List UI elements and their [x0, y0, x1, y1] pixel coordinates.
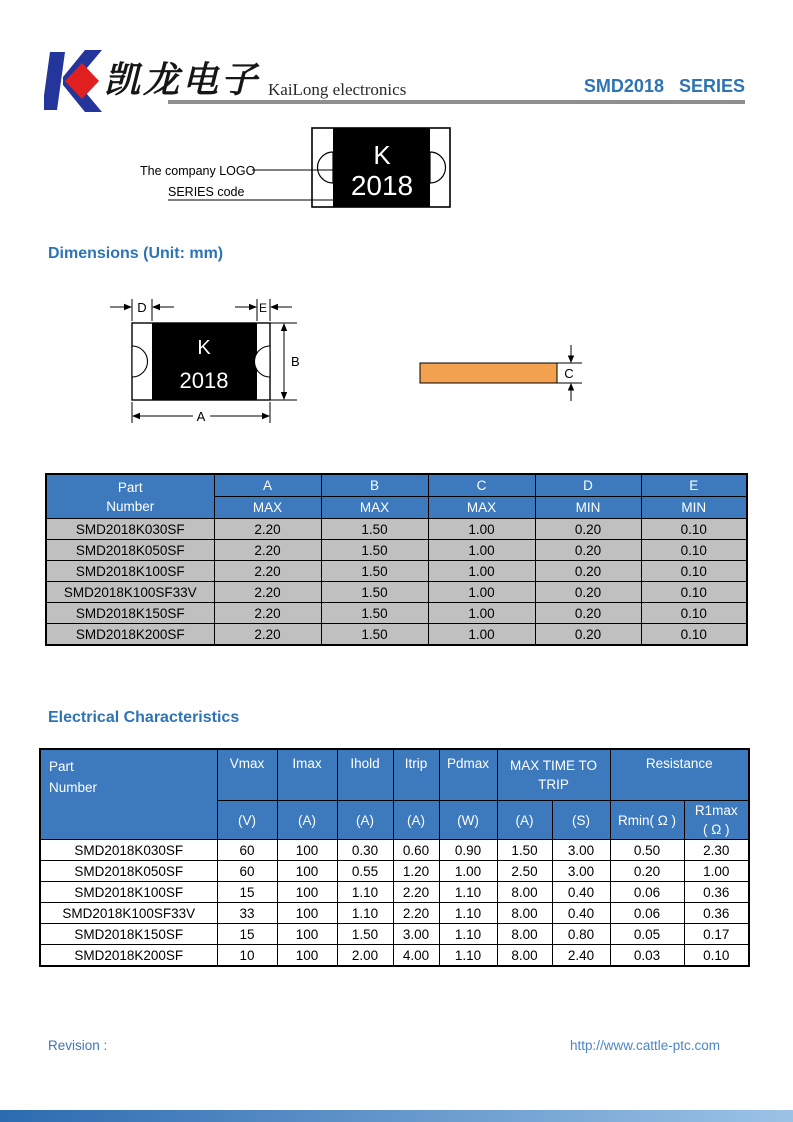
- table-row: [46, 540, 747, 561]
- dim-header-row-1: [46, 474, 747, 497]
- dim-col-b: B: [321, 474, 428, 497]
- table-row: [46, 624, 747, 646]
- value-cell: 2.20: [214, 519, 321, 540]
- value-cell: 1.50: [321, 582, 428, 603]
- value-cell: 1.10: [337, 882, 393, 903]
- elec-part-number-header: [40, 749, 217, 840]
- value-cell: 2.20: [393, 882, 439, 903]
- value-cell: 1.00: [428, 561, 535, 582]
- value-cell: 2.20: [214, 561, 321, 582]
- value-cell: 60: [217, 861, 277, 882]
- value-cell: 10: [217, 945, 277, 967]
- r1max-line2: ( Ω ): [702, 822, 730, 837]
- value-cell: 1.10: [337, 903, 393, 924]
- value-cell: 100: [277, 945, 337, 967]
- dim-limit-a: MAX: [214, 497, 321, 519]
- elec-col-imax: Imax: [277, 749, 337, 801]
- value-cell: 0.80: [552, 924, 610, 945]
- dim-col-c: C: [428, 474, 535, 497]
- unit-a1: (A): [277, 801, 337, 840]
- value-cell: 1.50: [321, 540, 428, 561]
- value-cell: 0.10: [641, 561, 747, 582]
- dim-part-number-header: [46, 474, 214, 519]
- value-cell: 0.40: [552, 882, 610, 903]
- dim-label-d: D: [137, 300, 147, 315]
- part-number-cell: SMD2018K150SF: [46, 603, 214, 624]
- value-cell: 60: [217, 840, 277, 861]
- value-cell: 100: [277, 924, 337, 945]
- part-number-cell: SMD2018K050SF: [40, 861, 217, 882]
- dim-label-a: A: [196, 409, 206, 424]
- value-cell: 1.50: [497, 840, 552, 861]
- value-cell: 1.00: [428, 624, 535, 646]
- value-cell: 0.90: [439, 840, 497, 861]
- value-cell: 1.50: [321, 561, 428, 582]
- electrical-heading: Electrical Characteristics: [48, 709, 240, 726]
- value-cell: 3.00: [552, 861, 610, 882]
- dimensions-table: [45, 473, 748, 646]
- dim-col-a: A: [214, 474, 321, 497]
- value-cell: 0.36: [684, 903, 749, 924]
- table-row: [46, 519, 747, 540]
- value-cell: 0.60: [393, 840, 439, 861]
- series-title: SMD2018 SERIES: [583, 76, 745, 96]
- value-cell: 0.06: [610, 882, 684, 903]
- value-cell: 0.55: [337, 861, 393, 882]
- unit-r1max: [684, 801, 749, 840]
- part-number-cell: SMD2018K200SF: [46, 624, 214, 646]
- dim-part-line2: Number: [106, 498, 155, 514]
- value-cell: 8.00: [497, 903, 552, 924]
- electrical-table: [39, 748, 750, 967]
- elec-part-line1: Part: [49, 759, 74, 774]
- dim-col-d: D: [535, 474, 641, 497]
- value-cell: 1.00: [684, 861, 749, 882]
- value-cell: 0.05: [610, 924, 684, 945]
- value-cell: 100: [277, 840, 337, 861]
- marking-line1: K: [373, 140, 391, 170]
- value-cell: 100: [277, 861, 337, 882]
- value-cell: 2.20: [214, 603, 321, 624]
- revision-label: Revision :: [48, 1038, 108, 1053]
- unit-a4: (A): [497, 801, 552, 840]
- value-cell: 1.50: [337, 924, 393, 945]
- value-cell: 0.10: [641, 519, 747, 540]
- value-cell: 0.20: [610, 861, 684, 882]
- footer-bar: [0, 1110, 793, 1122]
- dim-label-b: B: [291, 354, 300, 369]
- elec-part-line2: Number: [49, 780, 98, 795]
- value-cell: 1.00: [428, 540, 535, 561]
- unit-a2: (A): [337, 801, 393, 840]
- side-view-body: [420, 363, 557, 383]
- part-number-cell: SMD2018K030SF: [46, 519, 214, 540]
- value-cell: 4.00: [393, 945, 439, 967]
- header-divider: [168, 100, 745, 104]
- component-figure: [130, 116, 470, 216]
- part-number-cell: SMD2018K100SF: [40, 882, 217, 903]
- value-cell: 100: [277, 903, 337, 924]
- value-cell: 0.50: [610, 840, 684, 861]
- elec-col-max-time-to-trip: [497, 749, 610, 801]
- value-cell: 1.00: [428, 603, 535, 624]
- maxtime-line1: MAX TIME TO: [509, 758, 598, 773]
- elec-col-vmax: Vmax: [217, 749, 277, 801]
- value-cell: 2.20: [214, 582, 321, 603]
- value-cell: 0.20: [535, 561, 641, 582]
- part-number-cell: SMD2018K200SF: [40, 945, 217, 967]
- unit-s: (S): [552, 801, 610, 840]
- elec-col-ihold: Ihold: [337, 749, 393, 801]
- marking-line2: 2018: [350, 170, 414, 201]
- dim-part-line1: Part: [117, 479, 143, 495]
- table-row: [46, 603, 747, 624]
- r1max-line1: R1max: [694, 803, 738, 818]
- company-name-english: KaiLong electronics: [268, 80, 407, 99]
- dim-limit-e: MIN: [641, 497, 747, 519]
- dim-limit-b: MAX: [321, 497, 428, 519]
- value-cell: 8.00: [497, 882, 552, 903]
- dimension-diagram: [100, 292, 600, 432]
- elec-col-pdmax: Pdmax: [439, 749, 497, 801]
- value-cell: 2.20: [393, 903, 439, 924]
- value-cell: 2.20: [214, 540, 321, 561]
- dimensions-heading: Dimensions (Unit: mm): [48, 245, 224, 262]
- value-cell: 0.30: [337, 840, 393, 861]
- dim-limit-d: MIN: [535, 497, 641, 519]
- elec-header-row-1: [40, 749, 749, 801]
- value-cell: 1.20: [393, 861, 439, 882]
- value-cell: 2.20: [214, 624, 321, 646]
- value-cell: 100: [277, 882, 337, 903]
- value-cell: 33: [217, 903, 277, 924]
- company-logo-icon: [44, 50, 104, 112]
- value-cell: 1.00: [428, 582, 535, 603]
- part-number-cell: SMD2018K030SF: [40, 840, 217, 861]
- annotation-company-logo: The company LOGO: [140, 164, 256, 178]
- annotation-series-code: SERIES code: [168, 185, 245, 199]
- value-cell: 2.40: [552, 945, 610, 967]
- part-number-cell: SMD2018K150SF: [40, 924, 217, 945]
- value-cell: 0.20: [535, 519, 641, 540]
- unit-v: (V): [217, 801, 277, 840]
- value-cell: 1.50: [321, 519, 428, 540]
- value-cell: 0.36: [684, 882, 749, 903]
- value-cell: 15: [217, 882, 277, 903]
- value-cell: 1.00: [439, 861, 497, 882]
- unit-a3: (A): [393, 801, 439, 840]
- value-cell: 1.50: [321, 603, 428, 624]
- unit-w: (W): [439, 801, 497, 840]
- part-number-cell: SMD2018K100SF33V: [40, 903, 217, 924]
- value-cell: 0.17: [684, 924, 749, 945]
- value-cell: 0.06: [610, 903, 684, 924]
- value-cell: 1.10: [439, 903, 497, 924]
- value-cell: 0.10: [641, 582, 747, 603]
- front-marking-line1: K: [197, 337, 211, 359]
- table-row: [40, 861, 749, 882]
- elec-col-resistance: Resistance: [610, 749, 749, 801]
- value-cell: 2.50: [497, 861, 552, 882]
- value-cell: 0.03: [610, 945, 684, 967]
- value-cell: 3.00: [393, 924, 439, 945]
- part-number-cell: SMD2018K050SF: [46, 540, 214, 561]
- table-row: [46, 561, 747, 582]
- value-cell: 8.00: [497, 924, 552, 945]
- table-row: [46, 582, 747, 603]
- maxtime-line2: TRIP: [538, 777, 569, 792]
- value-cell: 1.10: [439, 882, 497, 903]
- value-cell: 1.50: [321, 624, 428, 646]
- value-cell: 0.20: [535, 603, 641, 624]
- value-cell: 1.10: [439, 924, 497, 945]
- part-number-cell: SMD2018K100SF33V: [46, 582, 214, 603]
- table-row: [40, 840, 749, 861]
- value-cell: 0.10: [641, 603, 747, 624]
- elec-col-itrip: Itrip: [393, 749, 439, 801]
- value-cell: 3.00: [552, 840, 610, 861]
- value-cell: 15: [217, 924, 277, 945]
- dim-label-e: E: [258, 301, 268, 315]
- value-cell: 0.10: [684, 945, 749, 967]
- value-cell: 2.00: [337, 945, 393, 967]
- value-cell: 0.20: [535, 540, 641, 561]
- part-number-cell: SMD2018K100SF: [46, 561, 214, 582]
- value-cell: 0.10: [641, 540, 747, 561]
- value-cell: 0.20: [535, 624, 641, 646]
- company-name-chinese: 凯龙电子: [104, 60, 261, 100]
- table-row: [40, 903, 749, 924]
- value-cell: 8.00: [497, 945, 552, 967]
- dim-label-c: C: [564, 366, 574, 381]
- value-cell: 2.30: [684, 840, 749, 861]
- value-cell: 0.40: [552, 903, 610, 924]
- table-row: [40, 945, 749, 967]
- dim-col-e: E: [641, 474, 747, 497]
- dim-limit-c: MAX: [428, 497, 535, 519]
- value-cell: 0.10: [641, 624, 747, 646]
- unit-rmin: Rmin( Ω ): [610, 801, 684, 840]
- website-link[interactable]: http://www.cattle-ptc.com: [569, 1038, 720, 1053]
- table-row: [40, 882, 749, 903]
- front-marking-line2: 2018: [179, 368, 229, 393]
- value-cell: 1.10: [439, 945, 497, 967]
- value-cell: 0.20: [535, 582, 641, 603]
- value-cell: 1.00: [428, 519, 535, 540]
- table-row: [40, 924, 749, 945]
